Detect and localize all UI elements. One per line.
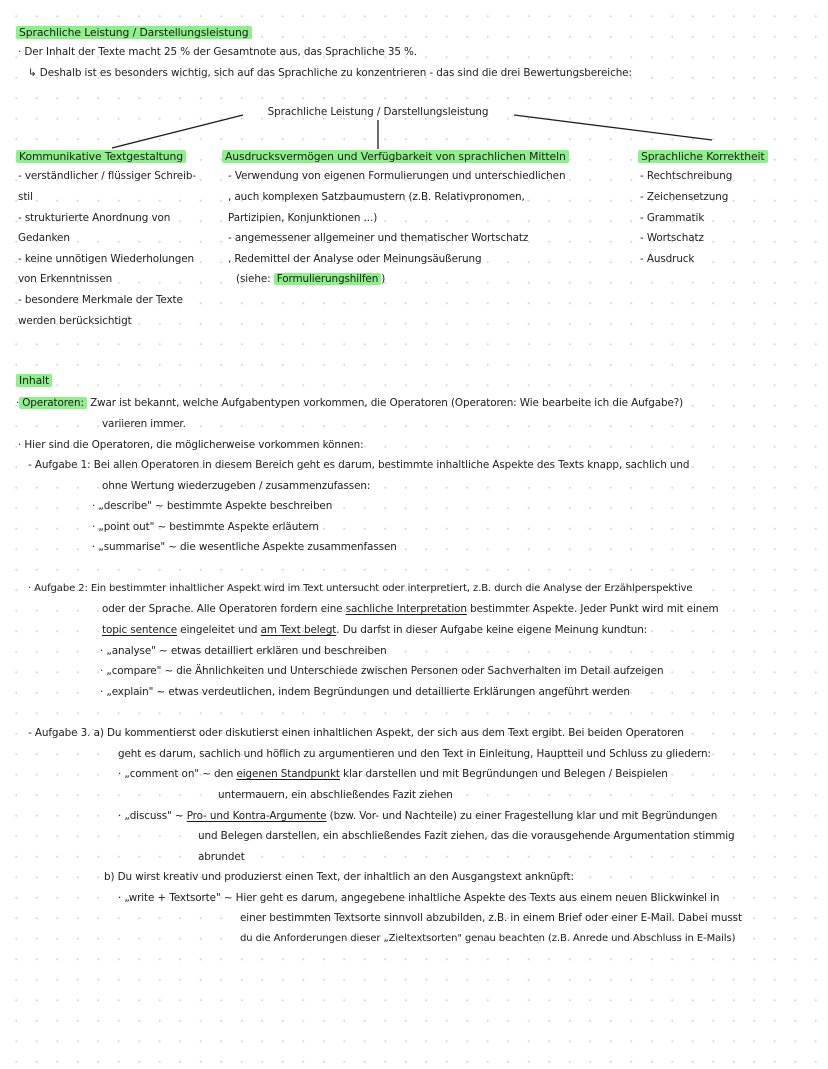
column3-line: - Zeichensetzung bbox=[640, 191, 729, 203]
column1-line: von Erkenntnissen bbox=[18, 273, 113, 285]
aufgabe3-line: - Aufgabe 3. a) Du kommentierst oder diskutierst einen inhaltlichen Aspekt, der sich aus dem Text ergibt. Bei beiden Operatoren bbox=[28, 727, 684, 739]
section-title-inhalt: Inhalt bbox=[16, 374, 52, 388]
operatoren-line: · Operatoren: Zwar ist bekannt, welche Aufgabentypen vorkommen, die Operatoren (Operatoren: Wie bearbeite ich die Aufgabe?) bbox=[16, 397, 684, 409]
aufgabe2-line: oder der Sprache. Alle Operatoren fordern eine sachliche Interpretation bestimmter Aspekte. Jeder Punkt wird mit einem bbox=[102, 603, 719, 615]
column1-line: stil bbox=[18, 191, 33, 203]
aufgabe1-operator-item: · „describe" ~ bestimmte Aspekte beschreiben bbox=[92, 500, 333, 512]
column-heading-sprachliche-korrektheit: Sprachliche Korrektheit bbox=[638, 150, 768, 164]
aufgabe3b-write-cont: einer bestimmten Textsorte sinnvoll abzubilden, z.B. in einem Brief oder einer E-Mail. Dabei musst bbox=[240, 912, 742, 924]
aufgabe2-line: topic sentence eingeleitet und am Text belegt. Du darfst in dieser Aufgabe keine eigene Meinung kundtun: bbox=[102, 624, 648, 636]
column3-line: - Ausdruck bbox=[640, 253, 695, 265]
aufgabe3-line: geht es darum, sachlich und höflich zu argumentieren und den Text in Einleitung, Hauptteil und Schluss zu gliedern: bbox=[118, 748, 711, 760]
column2-line: - angemessener allgemeiner und thematischer Wortschatz bbox=[228, 232, 529, 244]
aufgabe1-line: ohne Wertung wiederzugeben / zusammenzufassen: bbox=[102, 480, 371, 492]
column2-line: , Redemittel der Analyse oder Meinungsäußerung bbox=[228, 253, 482, 265]
column1-line: werden berücksichtigt bbox=[18, 315, 132, 327]
aufgabe2-operator-item: · „analyse" ~ etwas detailliert erklären und beschreiben bbox=[100, 645, 387, 657]
text-line-grading-weights: · Der Inhalt der Texte macht 25 % der Gesamtnote aus, das Sprachliche 35 %. bbox=[18, 46, 418, 58]
aufgabe3-discuss: · „discuss" ~ Pro- und Kontra-Argumente (bzw. Vor- und Nachteile) zu einer Fragestellung klar und mit Begründungen bbox=[118, 810, 718, 822]
aufgabe3b-write: · „write + Textsorte" ~ Hier geht es darum, angegebene inhaltliche Aspekte des Texts aus einem neuen Blickwinkel in bbox=[118, 892, 720, 904]
column2-line: Partizipien, Konjunktionen ...) bbox=[228, 212, 378, 224]
column1-line: - verständlicher / flüssiger Schreib- bbox=[18, 170, 197, 182]
aufgabe1-operator-item: · „point out" ~ bestimmte Aspekte erläutern bbox=[92, 521, 319, 533]
column2-line: - Verwendung von eigenen Formulierungen und unterschiedlichen bbox=[228, 170, 566, 182]
formulierungshilfen-link[interactable]: Formulierungshilfen bbox=[274, 273, 381, 285]
aufgabe2-operator-item: · „explain" ~ etwas verdeutlichen, indem Begründungen und detaillierte Erklärungen angeführt werden bbox=[100, 686, 630, 698]
column1-line: - keine unnötigen Wiederholungen bbox=[18, 253, 194, 265]
aufgabe3-discuss-cont: und Belegen darstellen, ein abschließendes Fazit ziehen, das die vorausgehende Argumentation stimmig bbox=[198, 830, 735, 842]
column3-line: - Rechtschreibung bbox=[640, 170, 733, 182]
aufgabe1-line: - Aufgabe 1: Bei allen Operatoren in diesem Bereich geht es darum, bestimmte inhaltliche Aspekte des Texts knapp, sachlich und bbox=[28, 459, 690, 471]
text-line-three-areas: ↳ Deshalb ist es besonders wichtig, sich auf das Sprachliche zu konzentrieren - das sind die drei Bewertungsbereiche: bbox=[28, 67, 632, 79]
aufgabe3-comment-on: · „comment on" ~ den eigenen Standpunkt klar darstellen und mit Begründungen und Belegen / Beispielen bbox=[118, 768, 668, 780]
column-heading-kommunikative-textgestaltung: Kommunikative Textgestaltung bbox=[16, 150, 186, 164]
aufgabe3b-line: b) Du wirst kreativ und produzierst einen Text, der inhaltlich an den Ausgangstext anknüpft: bbox=[104, 871, 574, 883]
mindmap-root-label: Sprachliche Leistung / Darstellungsleistung bbox=[267, 106, 489, 118]
column2-see-reference: (siehe: Formulierungshilfen ) bbox=[236, 273, 386, 285]
branch-line-right bbox=[514, 115, 712, 140]
section-title-sprachliche-leistung: Sprachliche Leistung / Darstellungsleistung bbox=[16, 26, 252, 40]
column2-line: , auch komplexen Satzbaumustern (z.B. Relativpronomen, bbox=[228, 191, 525, 203]
column1-line: Gedanken bbox=[18, 232, 70, 244]
column3-line: - Grammatik bbox=[640, 212, 705, 224]
operatoren-label: Operatoren: bbox=[19, 397, 87, 409]
aufgabe1-operator-item: · „summarise" ~ die wesentliche Aspekte zusammenfassen bbox=[92, 541, 397, 553]
branch-line-left bbox=[112, 115, 243, 148]
aufgabe2-operator-item: · „compare" ~ die Ähnlichkeiten und Unterschiede zwischen Personen oder Sachverhalten im Detail aufzeigen bbox=[100, 665, 664, 677]
operatoren-intro: · Hier sind die Operatoren, die möglicherweise vorkommen können: bbox=[18, 439, 364, 451]
aufgabe3-comment-on-cont: untermauern, ein abschließendes Fazit ziehen bbox=[218, 789, 453, 801]
operatoren-line-cont: variieren immer. bbox=[102, 418, 186, 430]
aufgabe3b-write-cont: du die Anforderungen dieser „Zieltextsorten" genau beachten (z.B. Anrede und Abschluss in E-Mails) bbox=[240, 933, 736, 944]
aufgabe3-discuss-cont: abrundet bbox=[198, 851, 245, 863]
column1-line: - strukturierte Anordnung von bbox=[18, 212, 171, 224]
column3-line: - Wortschatz bbox=[640, 232, 704, 244]
column-heading-ausdrucksvermoegen: Ausdrucksvermögen und Verfügbarkeit von sprachlichen Mitteln bbox=[222, 150, 569, 164]
column1-line: - besondere Merkmale der Texte bbox=[18, 294, 183, 306]
aufgabe2-line: · Aufgabe 2: Ein bestimmter inhaltlicher Aspekt wird im Text untersucht oder interpretiert, z.B. durch die Analyse der Erzählperspektive bbox=[28, 583, 693, 594]
